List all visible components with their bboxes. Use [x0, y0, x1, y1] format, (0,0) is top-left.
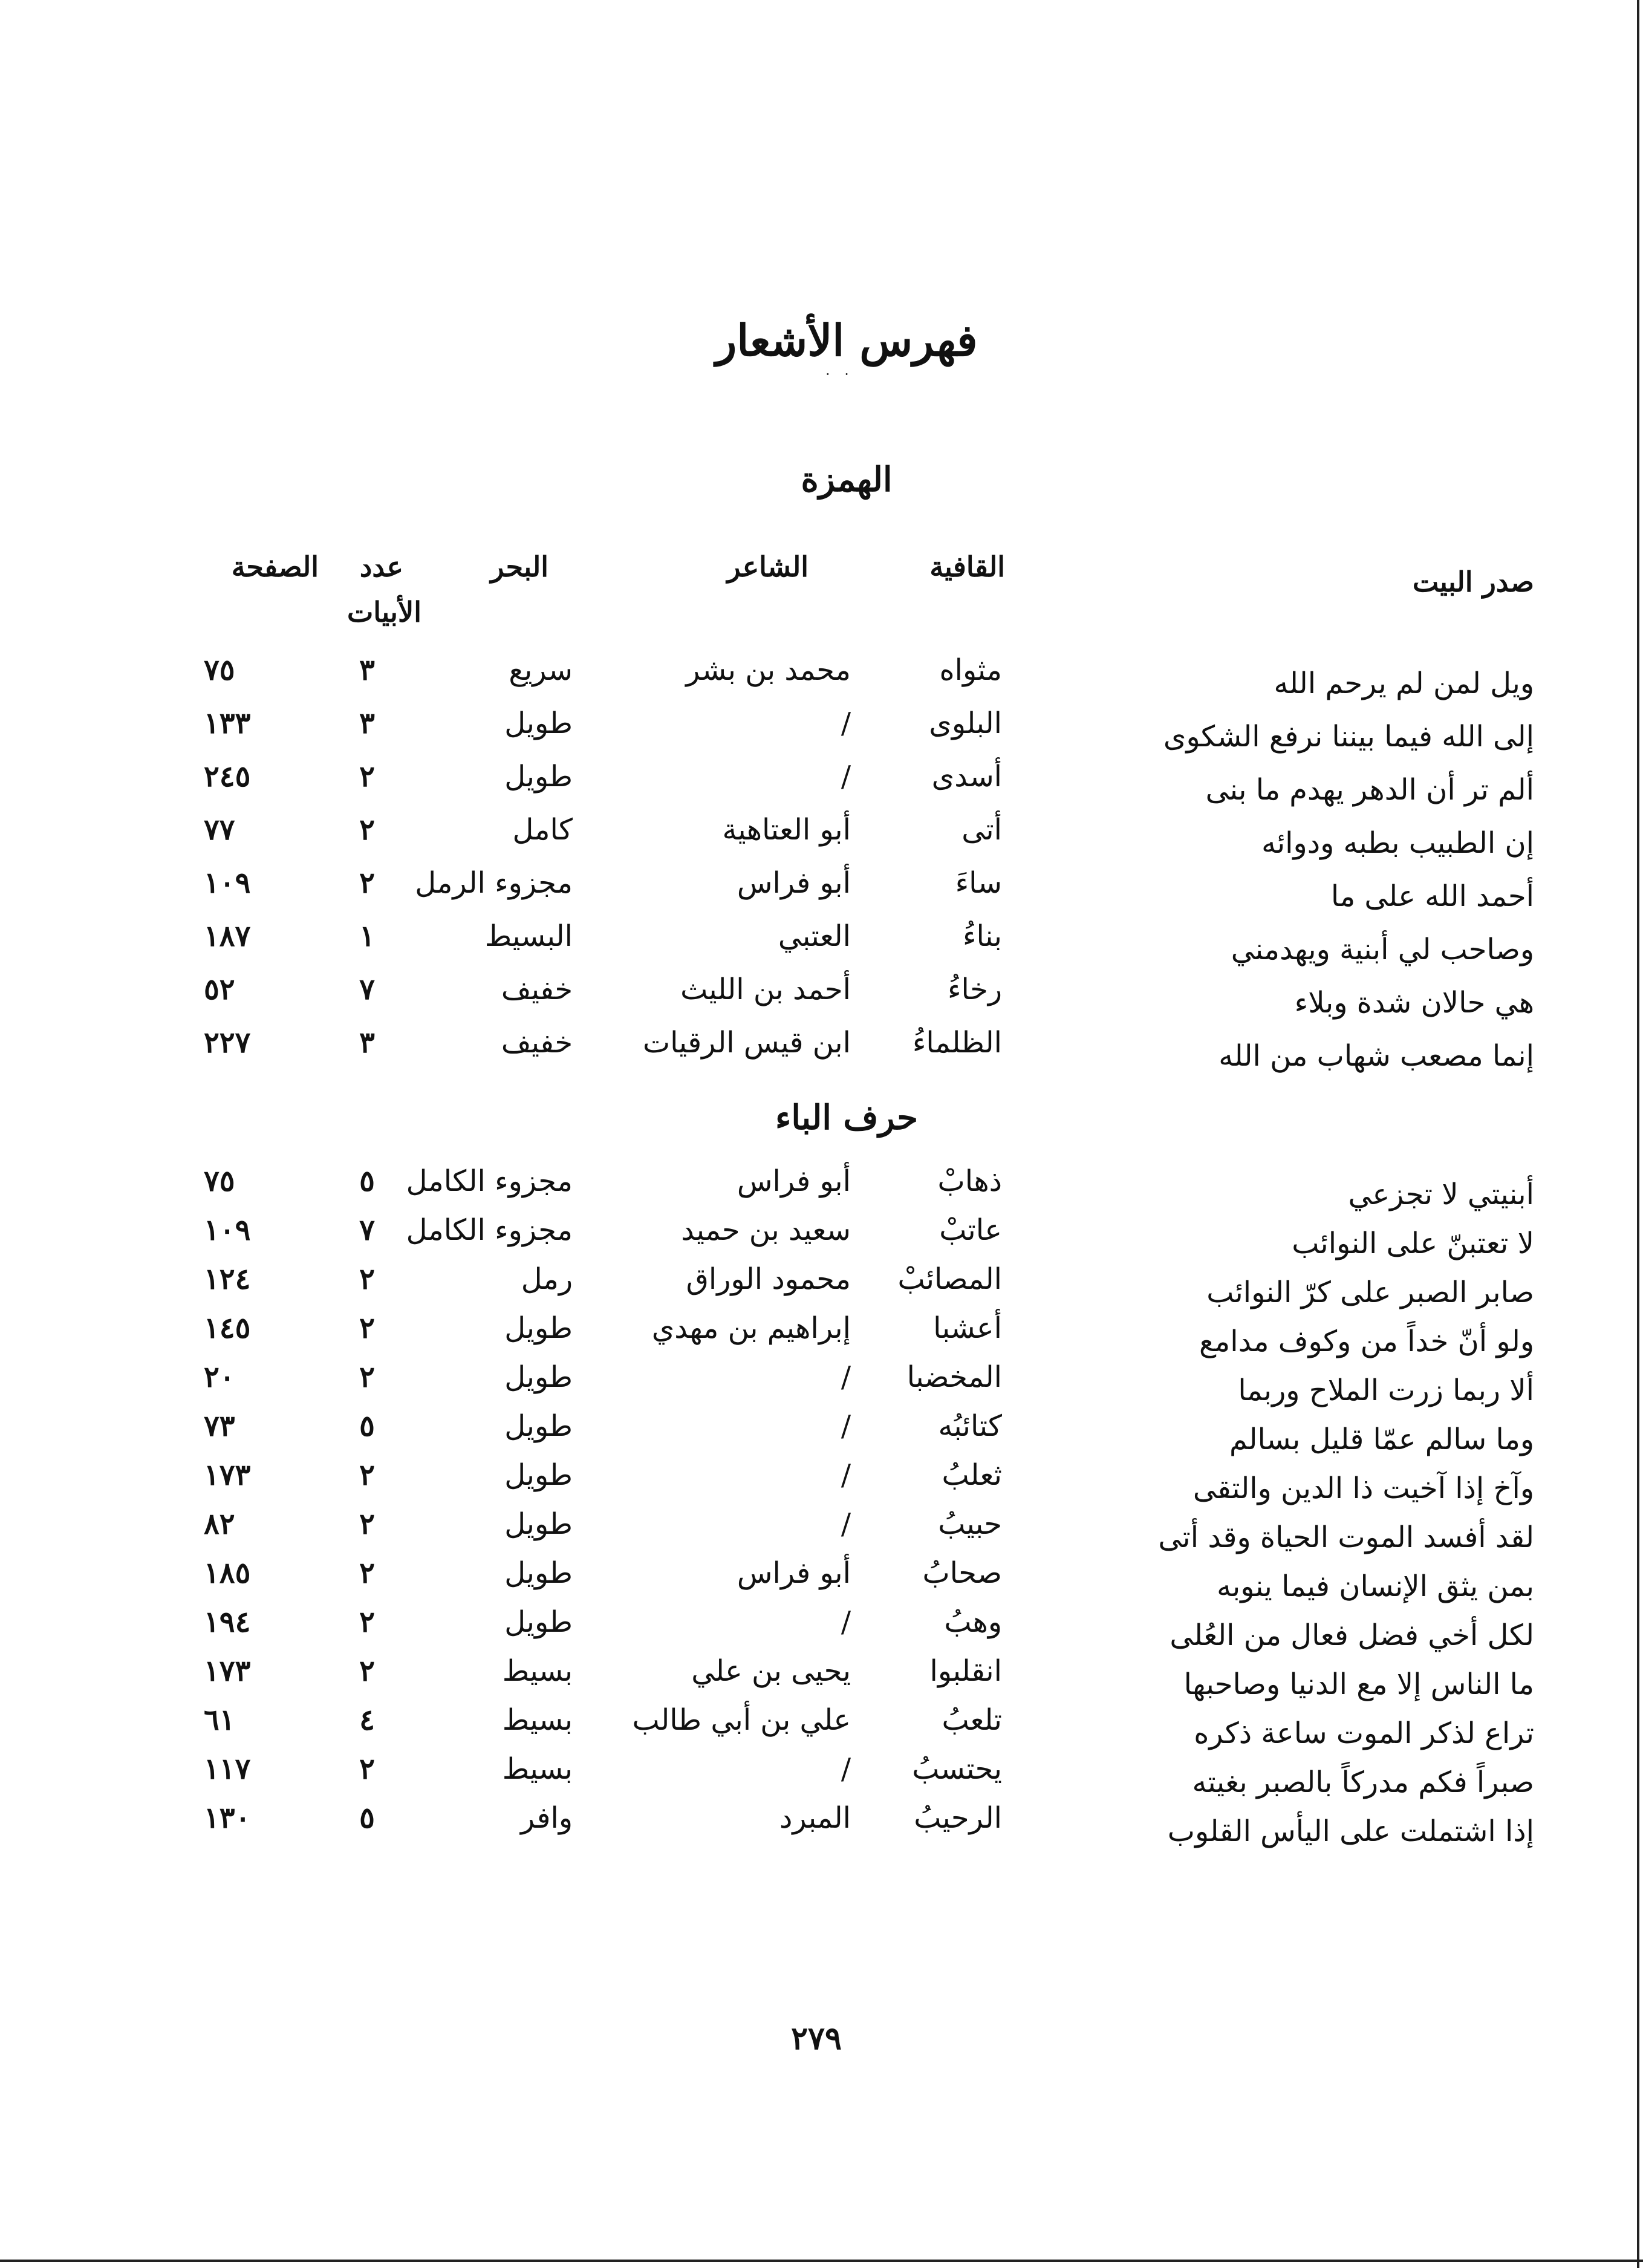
cell-page: ١٩٤ [204, 1605, 251, 1639]
cell-verse-count: ٢ [359, 1507, 375, 1541]
cell-bahr: وافر [521, 1801, 573, 1835]
cell-page: ١٨٧ [204, 919, 251, 953]
cell-verse-count: ٢ [359, 813, 375, 847]
cell-shaer: / [841, 1409, 851, 1443]
cell-verse-count: ٣ [359, 706, 375, 740]
cell-bahr: البسيط [484, 919, 573, 953]
cell-bahr: سريع [509, 653, 573, 687]
cell-page: ٢٢٧ [204, 1026, 251, 1060]
cell-verse-count: ٢ [359, 1556, 375, 1590]
decorative-dots: · · [825, 366, 854, 383]
cell-page: ٧٥ [204, 653, 235, 687]
cell-bahr: طويل [504, 1360, 573, 1394]
cell-page: ٧٥ [204, 1164, 235, 1198]
cell-sadr: لكل أخي فضل فعال من العُلى [1170, 1618, 1534, 1652]
cell-page: ٧٣ [204, 1409, 235, 1443]
cell-qafia: صحابُ [922, 1556, 1002, 1590]
table-row [0, 1654, 1643, 1703]
cell-qafia: مثواه [939, 653, 1002, 687]
cell-verse-count: ٥ [359, 1801, 375, 1835]
cell-shaer: / [841, 760, 851, 793]
cell-qafia: الرحيبُ [914, 1801, 1002, 1835]
cell-bahr: طويل [504, 760, 573, 793]
cell-shaer: / [841, 706, 851, 740]
cell-verse-count: ٢ [359, 1752, 375, 1786]
cell-bahr: طويل [504, 1605, 573, 1639]
page-title: فهرس الأشعار [715, 314, 978, 366]
cell-shaer: / [841, 1605, 851, 1639]
cell-verse-count: ١ [359, 919, 375, 953]
cell-sadr: تراع لذكر الموت ساعة ذكره [1194, 1716, 1534, 1750]
cell-sadr: لا تعتبنّ على النوائب [1292, 1227, 1534, 1260]
cell-sadr: ألا ربما زرت الملاح وربما [1238, 1374, 1534, 1407]
cell-sadr: ألم تر أن الدهر يهدم ما بنى [1205, 773, 1534, 807]
cell-verse-count: ٧ [359, 1213, 375, 1247]
cell-bahr: طويل [504, 1556, 573, 1590]
cell-verse-count: ٥ [359, 1164, 375, 1198]
cell-qafia: رخاءُ [947, 973, 1002, 1006]
table-row [0, 1164, 1643, 1213]
cell-qafia: انقلبوا [929, 1654, 1002, 1688]
cell-bahr: بسيط [502, 1654, 573, 1688]
header-safha: الصفحة [231, 550, 319, 583]
table-row [0, 1360, 1643, 1409]
cell-bahr: مجزوء الكامل [406, 1213, 573, 1247]
table-row [0, 866, 1643, 914]
table-row [0, 706, 1643, 755]
cell-verse-count: ٢ [359, 1654, 375, 1688]
cell-sadr: ولو أنّ خداً من وكوف مدامع [1199, 1325, 1534, 1358]
cell-sadr: صبراً فكم مدركاً بالصبر بغيته [1192, 1765, 1534, 1799]
table-row [0, 1213, 1643, 1262]
cell-page: ٧٧ [204, 813, 235, 847]
cell-verse-count: ٣ [359, 653, 375, 687]
table-row [0, 1311, 1643, 1360]
table-row [0, 1262, 1643, 1311]
cell-page: ١٠٩ [204, 866, 251, 900]
cell-bahr: طويل [504, 706, 573, 740]
table-row [0, 760, 1643, 808]
cell-sadr: ويل لمن لم يرحم الله [1274, 666, 1534, 700]
header-qafia: القافية [929, 550, 1005, 583]
cell-page: ١٧٣ [204, 1458, 251, 1492]
cell-shaer: محمود الوراق [686, 1262, 851, 1296]
cell-qafia: أتى [961, 813, 1002, 847]
cell-shaer: أحمد بن الليث [680, 973, 851, 1006]
cell-qafia: ثعلبُ [942, 1458, 1002, 1492]
cell-page: ٨٢ [204, 1507, 235, 1541]
cell-verse-count: ٢ [359, 1262, 375, 1296]
cell-bahr: مجزوء الكامل [406, 1164, 573, 1198]
cell-page: ١٢٤ [204, 1262, 251, 1296]
cell-shaer: إبراهيم بن مهدي [651, 1311, 851, 1345]
cell-page: ٢٤٥ [204, 760, 251, 793]
cell-shaer: ابن قيس الرقيات [642, 1026, 851, 1060]
cell-shaer: العتبي [778, 919, 851, 953]
cell-verse-count: ٧ [359, 973, 375, 1006]
cell-sadr: وما سالم عمّا قليل بسالم [1229, 1422, 1534, 1456]
table-row [0, 653, 1643, 702]
scan-border-right [1637, 0, 1639, 2268]
cell-bahr: خفيف [501, 1026, 573, 1060]
cell-bahr: رمل [521, 1262, 573, 1296]
cell-verse-count: ٥ [359, 1409, 375, 1443]
cell-qafia: أسدى [931, 760, 1002, 793]
section-title-hamza: الهمزة [801, 460, 893, 500]
cell-shaer: / [841, 1360, 851, 1394]
scan-border-bottom [0, 2260, 1643, 2262]
cell-qafia: ذهابْ [937, 1164, 1002, 1198]
cell-verse-count: ٢ [359, 1311, 375, 1345]
cell-qafia: يحتسبُ [912, 1752, 1002, 1786]
header-shaer: الشاعر [727, 550, 808, 583]
cell-page: ٦١ [204, 1703, 235, 1737]
cell-sadr: إن الطبيب بطبه ودوائه [1261, 826, 1534, 860]
cell-bahr: بسيط [502, 1703, 573, 1737]
cell-page: ١٤٥ [204, 1311, 251, 1345]
cell-sadr: وصاحب لي أبنية ويهدمني [1231, 933, 1534, 966]
cell-bahr: طويل [504, 1311, 573, 1345]
cell-qafia: حبيبُ [938, 1507, 1002, 1541]
cell-shaer: / [841, 1752, 851, 1786]
table-row [0, 973, 1643, 1021]
cell-page: ١١٧ [204, 1752, 251, 1786]
cell-qafia: المخضبا [906, 1360, 1002, 1394]
cell-qafia: المصائبْ [897, 1262, 1002, 1296]
table-row [0, 1605, 1643, 1654]
cell-shaer: سعيد بن حميد [681, 1213, 851, 1247]
header-bahr: البحر [490, 550, 548, 583]
cell-shaer: أبو العتاهية [722, 813, 851, 847]
cell-page: ٥٢ [204, 973, 235, 1006]
cell-bahr: طويل [504, 1458, 573, 1492]
cell-sadr: هي حالان شدة وبلاء [1294, 986, 1534, 1020]
cell-page: ١٧٣ [204, 1654, 251, 1688]
cell-page: ٢٠ [204, 1360, 235, 1394]
cell-shaer: يحيى بن علي [691, 1654, 851, 1688]
table-row [0, 919, 1643, 968]
cell-sadr: بمن يثق الإنسان فيما ينوبه [1217, 1569, 1534, 1603]
cell-verse-count: ٤ [359, 1703, 375, 1737]
cell-sadr: صابر الصبر على كرّ النوائب [1206, 1276, 1534, 1309]
cell-page: ١٣٠ [204, 1801, 251, 1835]
cell-sadr: إلى الله فيما بيننا نرفع الشكوى [1163, 720, 1534, 754]
cell-verse-count: ٢ [359, 760, 375, 793]
cell-bahr: طويل [504, 1409, 573, 1443]
cell-verse-count: ٢ [359, 1605, 375, 1639]
cell-bahr: كامل [512, 813, 573, 847]
header-sadr: صدر البيت [1412, 565, 1534, 598]
cell-bahr: بسيط [502, 1752, 573, 1786]
page-number: ٢٧٩ [791, 2020, 842, 2057]
header-abyat: الأبيات [346, 596, 421, 628]
table-row [0, 1703, 1643, 1752]
table-row [0, 1801, 1643, 1849]
cell-shaer: / [841, 1458, 851, 1492]
cell-qafia: عاتبْ [939, 1213, 1002, 1247]
table-row [0, 1409, 1643, 1458]
cell-page: ١٨٥ [204, 1556, 251, 1590]
cell-qafia: كتائبُه [938, 1409, 1002, 1443]
table-row [0, 1026, 1643, 1074]
cell-bahr: طويل [504, 1507, 573, 1541]
table-row [0, 1507, 1643, 1556]
cell-qafia: ساءَ [955, 866, 1002, 900]
cell-qafia: الظلماءُ [912, 1026, 1002, 1060]
cell-qafia: أعشبا [933, 1311, 1002, 1345]
cell-page: ١٣٣ [204, 706, 251, 740]
cell-verse-count: ٢ [359, 866, 375, 900]
header-adad: عدد [359, 550, 403, 583]
cell-sadr: وآخ إذا آخيت ذا الدين والتقى [1192, 1471, 1534, 1505]
cell-shaer: علي بن أبي طالب [632, 1703, 851, 1737]
cell-sadr: ما الناس إلا مع الدنيا وصاحبها [1183, 1667, 1534, 1701]
cell-bahr: مجزوء الرمل [415, 866, 573, 900]
cell-sadr: أبنيتي لا تجزعي [1348, 1178, 1534, 1211]
cell-sadr: لقد أفسد الموت الحياة وقد أتى [1158, 1520, 1534, 1554]
cell-qafia: البلوى [929, 706, 1002, 740]
table-row [0, 813, 1643, 861]
table-row [0, 1752, 1643, 1800]
cell-shaer: أبو فراس [737, 1556, 851, 1590]
cell-bahr: خفيف [501, 973, 573, 1006]
cell-qafia: بناءُ [962, 919, 1002, 953]
cell-verse-count: ٣ [359, 1026, 375, 1060]
table-row [0, 1556, 1643, 1605]
cell-sadr: أحمد الله على ما [1330, 879, 1534, 913]
cell-sadr: إنما مصعب شهاب من الله [1218, 1039, 1534, 1073]
cell-shaer: أبو فراس [737, 866, 851, 900]
cell-page: ١٠٩ [204, 1213, 251, 1247]
cell-verse-count: ٢ [359, 1458, 375, 1492]
cell-shaer: المبرد [779, 1801, 851, 1835]
cell-shaer: / [841, 1507, 851, 1541]
cell-qafia: وهبُ [944, 1605, 1002, 1639]
section-title-ba: حرف الباء [775, 1098, 918, 1138]
cell-qafia: تلعبُ [942, 1703, 1002, 1737]
cell-sadr: إذا اشتملت على اليأس القلوب [1167, 1814, 1534, 1848]
cell-shaer: محمد بن بشر [686, 653, 851, 687]
cell-verse-count: ٢ [359, 1360, 375, 1394]
cell-shaer: أبو فراس [737, 1164, 851, 1198]
table-row [0, 1458, 1643, 1507]
